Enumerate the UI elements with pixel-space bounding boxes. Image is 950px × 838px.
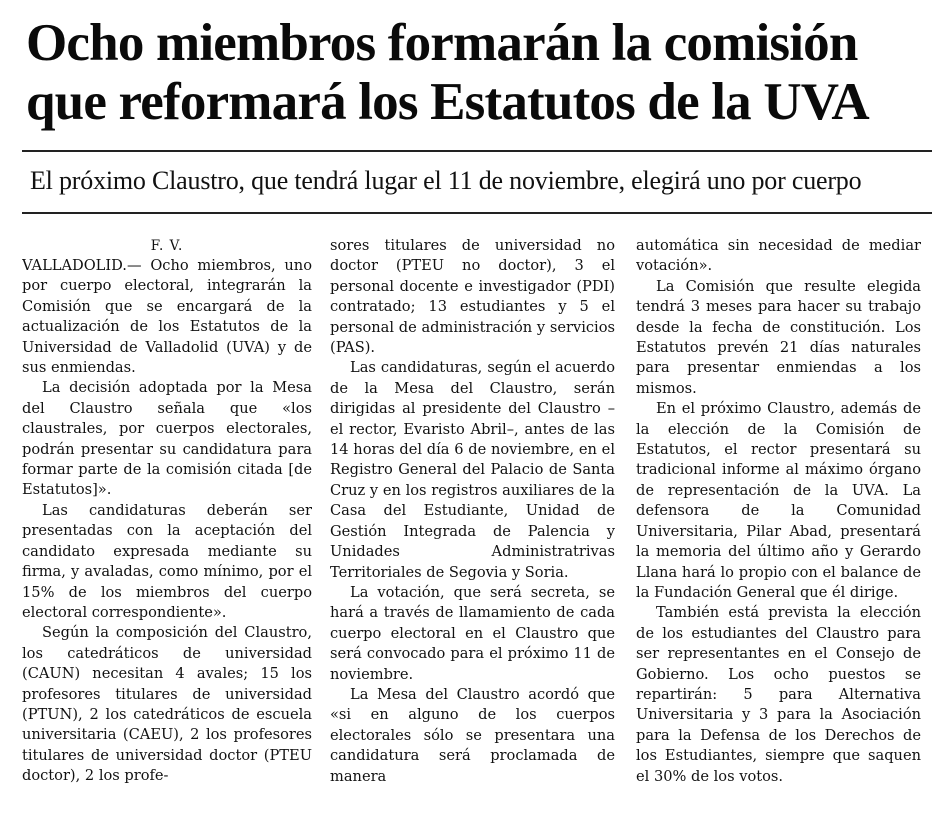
subheadline: El próximo Claustro, que tendrá lugar el 11 de noviembre, elegirá uno por cuerpo: [30, 166, 862, 195]
paragraph: La Mesa del Claustro acordó que «si en alguno de los cuerpos electorales sólo se presentara una candidatura será proclamada de manera: [330, 685, 615, 785]
article-column-1: [22, 236, 312, 826]
paragraph: Las candidaturas, según el acuerdo de la Mesa del Claustro, serán dirigidas al presidente del Claustro –el rector, Evaristo Abril–, antes de las 14 horas del día 6 de noviembre, en el Registro General del Palacio de Santa Cruz y en los registros auxiliares de la Casa del Estudiante, Unidad de Gestión Integrada de Palencia y Unidades Administratrivas Territoriales de Segovia y Soria.: [330, 359, 615, 581]
bottom-rule: [22, 212, 932, 214]
paragraph: También está prevista la elección de los estudiantes del Claustro para ser representantes en el Consejo de Gobierno. Los ocho puestos se repartirán: 5 para Alternativa Universitaria y 3 para la Asociación para la Defensa de los Derechos de los Estudiantes, siempre que saquen el 30% de los votos.: [636, 604, 921, 785]
headline-line-2: que reformará los Estatutos de la UVA: [26, 73, 869, 131]
paragraph: En el próximo Claustro, además de la elección de la Comisión de Estatutos, el rector presentará su tradicional informe al máximo órgano de representación de la UVA. La defensora de la Comunidad Universitaria, Pilar Abad, presentará la memoria del último año y Gerardo Llana hará lo propio con el balance de la Fundación General que él dirige.: [636, 400, 921, 601]
paragraph: La decisión adoptada por la Mesa del Claustro señala que «los claustrales, por cuerpos electorales, podrán presentar su candidatura para formar parte de la comisión citada [de Estatutos]».: [22, 379, 312, 499]
article-column-2: [330, 236, 615, 826]
paragraph: [22, 256, 312, 378]
top-rule: [22, 150, 932, 152]
headline: [26, 14, 926, 132]
paragraph: La Comisión que resulte elegida tendrá 3 meses para hacer su trabajo desde la fecha de constitución. Los Estatutos prevén 21 días naturales para presentar enmiendas a los mismos.: [636, 277, 921, 397]
article-column-3: [636, 236, 921, 826]
paragraph: sores titulares de universidad no doctor (PTEU no doctor), 3 el personal docente e investigador (PDI) contratado; 13 estudiantes y 5 el personal de administración y servicios (PAS).: [330, 237, 615, 357]
paragraph: Según la composición del Claustro, los catedráticos de universidad (CAUN) necesitan 4 avales; 15 los profesores titulares de universidad (PTUN), 2 los catedráticos de escuela universitaria (CAEU), 2 los profesores titulares de universidad doctor (PTEU doctor), 2 los profe-: [22, 624, 312, 785]
paragraph: Las candidaturas deberán ser presentadas con la aceptación del candidato expresada mediante su firma, y avaladas, como mínimo, por el 15% de los miembros del cuerpo electoral correspondiente».: [22, 501, 312, 621]
paragraph: automática sin necesidad de mediar votación».: [636, 237, 921, 275]
headline-line-1: Ocho miembros formarán la comisión: [26, 14, 858, 72]
dateline: VALLADOLID.—: [22, 257, 142, 274]
paragraph-text: Ocho miembros, uno por cuerpo electoral, integrarán la Comisión que se encargará de la actualización de los Estatutos de la Universidad de Valladolid (UVA) y de sus enmiendas.: [22, 257, 312, 377]
byline: F. V.: [150, 238, 184, 254]
paragraph: La votación, que será secreta, se hará a través de llamamiento de cada cuerpo electoral en el Claustro que será convocado para el próximo 11 de noviembre.: [330, 583, 615, 683]
